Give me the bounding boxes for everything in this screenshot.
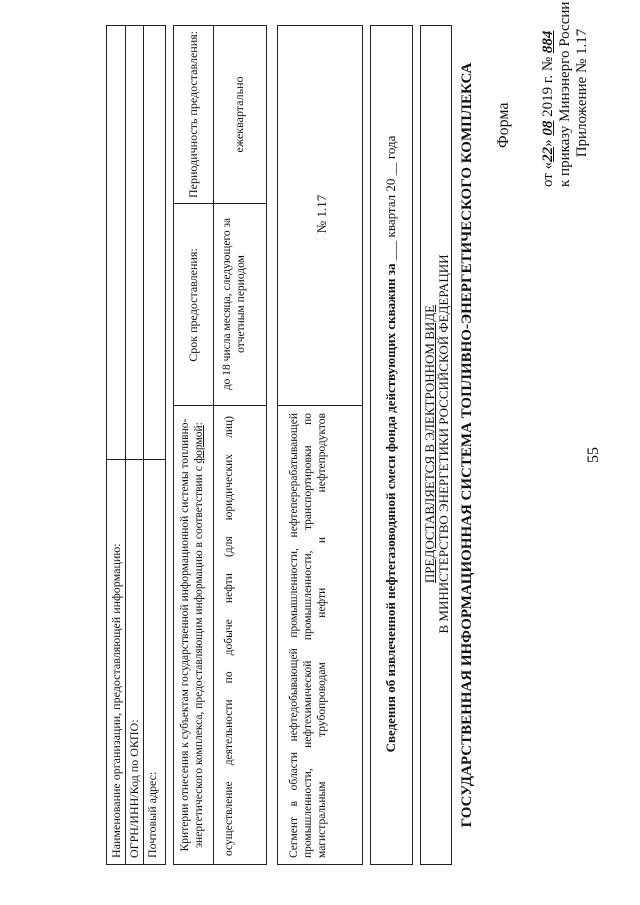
address-label: Почтовый адрес: — [145, 771, 159, 858]
criteria-value: осуществление деятельности по добыче нефти (для юридических лиц) — [223, 416, 235, 856]
appendix-line2: к приказу Минэнерго России — [557, 1, 573, 187]
report-title-bold: Сведения об извлеченной нефтегазоводяной смеси фонда действующих скважин за — [383, 263, 398, 753]
order-number: 884 — [540, 30, 556, 54]
periodicity-value: ежеквартально — [232, 76, 246, 153]
date-suffix: г. № — [540, 53, 556, 87]
form-label: Форма — [495, 102, 512, 148]
date-mid2: 2019 — [540, 86, 556, 121]
date-day: 22 — [540, 146, 556, 162]
electronic-line1: ПРЕДОСТАВЛЯЕТСЯ В ЭЛЕКТРОННОМ ВИДЕ — [422, 304, 437, 584]
segment-text: Сегмент в области нефтедобывающей промышленности, нефтеперерабатывающей промышленности, нефтехимической промышленности, транспортировки по магистральным трубопроводам нефти и нефтепродуктов — [288, 413, 328, 858]
report-title-rest: ___ квартал 20 __ года — [383, 135, 398, 264]
report-title-box — [370, 25, 413, 865]
criteria-table — [173, 25, 267, 865]
periodicity-header: Периодичность предоставления: — [186, 31, 200, 198]
criteria-header — [178, 414, 206, 856]
segment-table — [277, 25, 363, 865]
date-prefix: от « — [540, 161, 556, 187]
criteria-header-end: : — [193, 422, 205, 426]
form-number: № 1.17 — [314, 194, 329, 234]
deadline-header: Срок предоставления: — [186, 248, 200, 362]
report-title — [383, 24, 399, 864]
date-month: 08 — [540, 120, 556, 136]
appendix-date-line — [540, 31, 557, 187]
main-title: ГОСУДАРСТВЕННАЯ ИНФОРМАЦИОННАЯ СИСТЕМА ТОПЛИВНО-ЭНЕРГЕТИЧЕСКОГО КОМПЛЕКСА — [459, 62, 475, 828]
electronic-box — [420, 25, 452, 865]
org-info-table — [106, 25, 166, 865]
date-mid1: » — [540, 135, 556, 147]
deadline-value: до 18 числа месяца, следующего за отчетным периодом — [221, 217, 247, 391]
appendix-line1: Приложение № 1.17 — [574, 28, 590, 158]
criteria-header-underlined: формой — [193, 425, 205, 464]
page-number: 55 — [585, 447, 602, 463]
org-name-label: Наименование организации, предоставляющей информацию: — [109, 543, 123, 858]
electronic-line2: В МИНИСТЕРСТВО ЭНЕРГЕТИКИ РОССИЙСКОЙ ФЕДЕРАЦИИ — [436, 254, 451, 634]
criteria-header-text: Критерии отнесения к субъектам государственной информационной системы топливно-энергетического комплекса, предоставляющим информацию в соответствии с — [179, 418, 205, 852]
ogrn-label: ОГРН/ИНН/Код по ОКПО: — [127, 719, 141, 858]
